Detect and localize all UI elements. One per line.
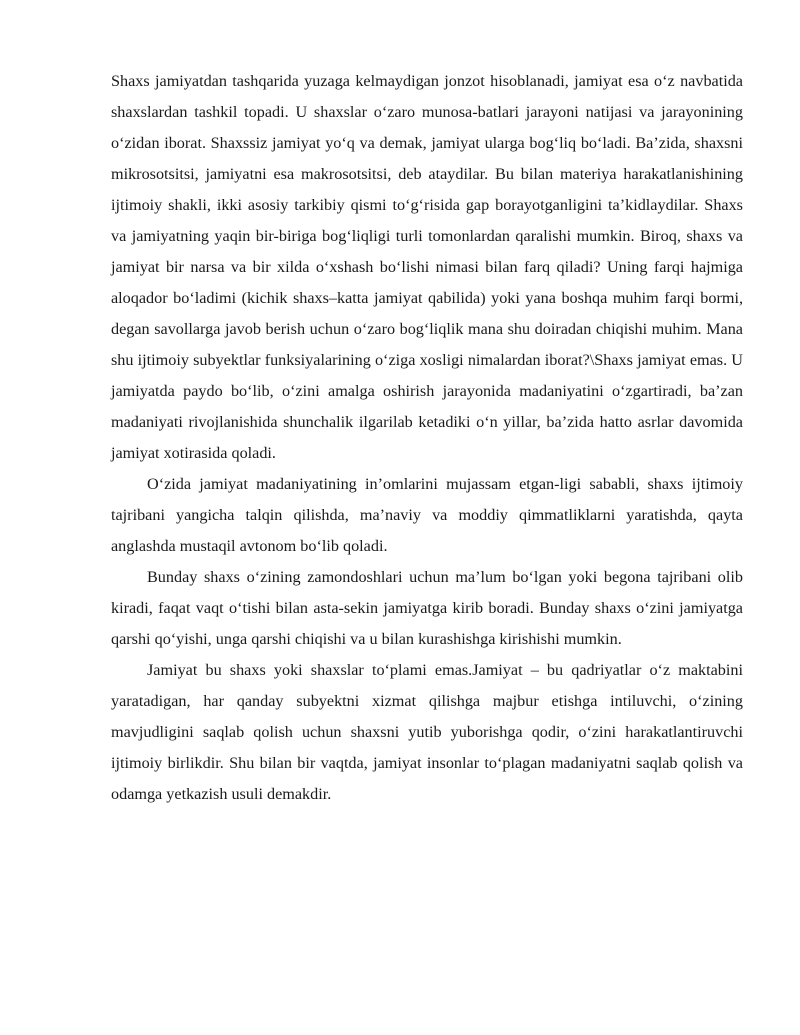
paragraph-1: Shaxs jamiyatdan tashqarida yuzaga kelmaydigan jonzot hisoblanadi, jamiyat esa o‘z navbatida shaxslardan tashkil topadi. U shaxslar o‘zaro munosa-batlari jarayoni natijasi va jarayonining o‘zidan iborat. Shaxssiz jamiyat yo‘q va demak, jamiyat ularga bog‘liq bo‘ladi. Ba’zida, shaxsni mikrosotsitsi, jamiyatni esa makrosotsitsi, deb ataydilar. Bu bilan materiya harakatlanishining ijtimoiy shakli, ikki asosiy tarkibiy qismi to‘g‘risida gap borayotganligini ta’kidlaydilar. Shaxs va jamiyatning yaqin bir-biriga bog‘liqligi turli tomonlardan qaralishi mumkin. Biroq, shaxs va jamiyat bir narsa va bir xilda o‘xshash bo‘lishi nimasi bilan farq qiladi? Uning farqi hajmiga aloqador bo‘ladimi (kichik shaxs–katta jamiyat qabilida) yoki yana boshqa muhim farqi bormi, degan savollarga javob berish uchun o‘zaro bog‘liqlik mana shu doiradan chiqishi muhim. Mana shu ijtimoiy subyektlar funksiyalarining o‘ziga xosligi nimalardan iborat?\Shaxs jamiyat emas. U jamiyatda paydo bo‘lib, o‘zini amalga oshirish jarayonida madaniyatini o‘zgartiradi, ba’zan madaniyati rivojlanishida shunchalik ilgarilab ketadiki o‘n yillar, ba’zida hatto asrlar davomida jamiyat xotirasida qoladi.: [111, 72, 743, 462]
paragraph-4: Jamiyat bu shaxs yoki shaxslar to‘plami emas.Jamiyat – bu qadriyatlar o‘z maktabini yaratadigan, har qanday subyektni xizmat qilishga majbur etishga intiluvchi, o‘zining mavjudligini saqlab qolish uchun shaxsni yutib yuborishga qodir, o‘zini harakatlantiruvchi ijtimoiy birlikdir. Shu bilan bir vaqtda, jamiyat insonlar to‘plagan madaniyatni saqlab qolish va odamga yetkazish usuli demakdir.: [111, 661, 743, 803]
paragraph-3: Bunday shaxs o‘zining zamondoshlari uchun ma’lum bo‘lgan yoki begona tajribani olib kiradi, faqat vaqt o‘tishi bilan asta-sekin jamiyatga kirib boradi. Bunday shaxs o‘zini jamiyatga qarshi qo‘yishi, unga qarshi chiqishi va u bilan kurashishga kirishishi mumkin.: [111, 568, 743, 648]
document-page: [111, 66, 743, 810]
paragraph-2: O‘zida jamiyat madaniyatining in’omlarini mujassam etgan-ligi sababli, shaxs ijtimoiy tajribani yangicha talqin qilishda, ma’naviy va moddiy qimmatliklarni yaratishda, qayta anglashda mustaqil avtonom bo‘lib qoladi.: [111, 475, 743, 555]
